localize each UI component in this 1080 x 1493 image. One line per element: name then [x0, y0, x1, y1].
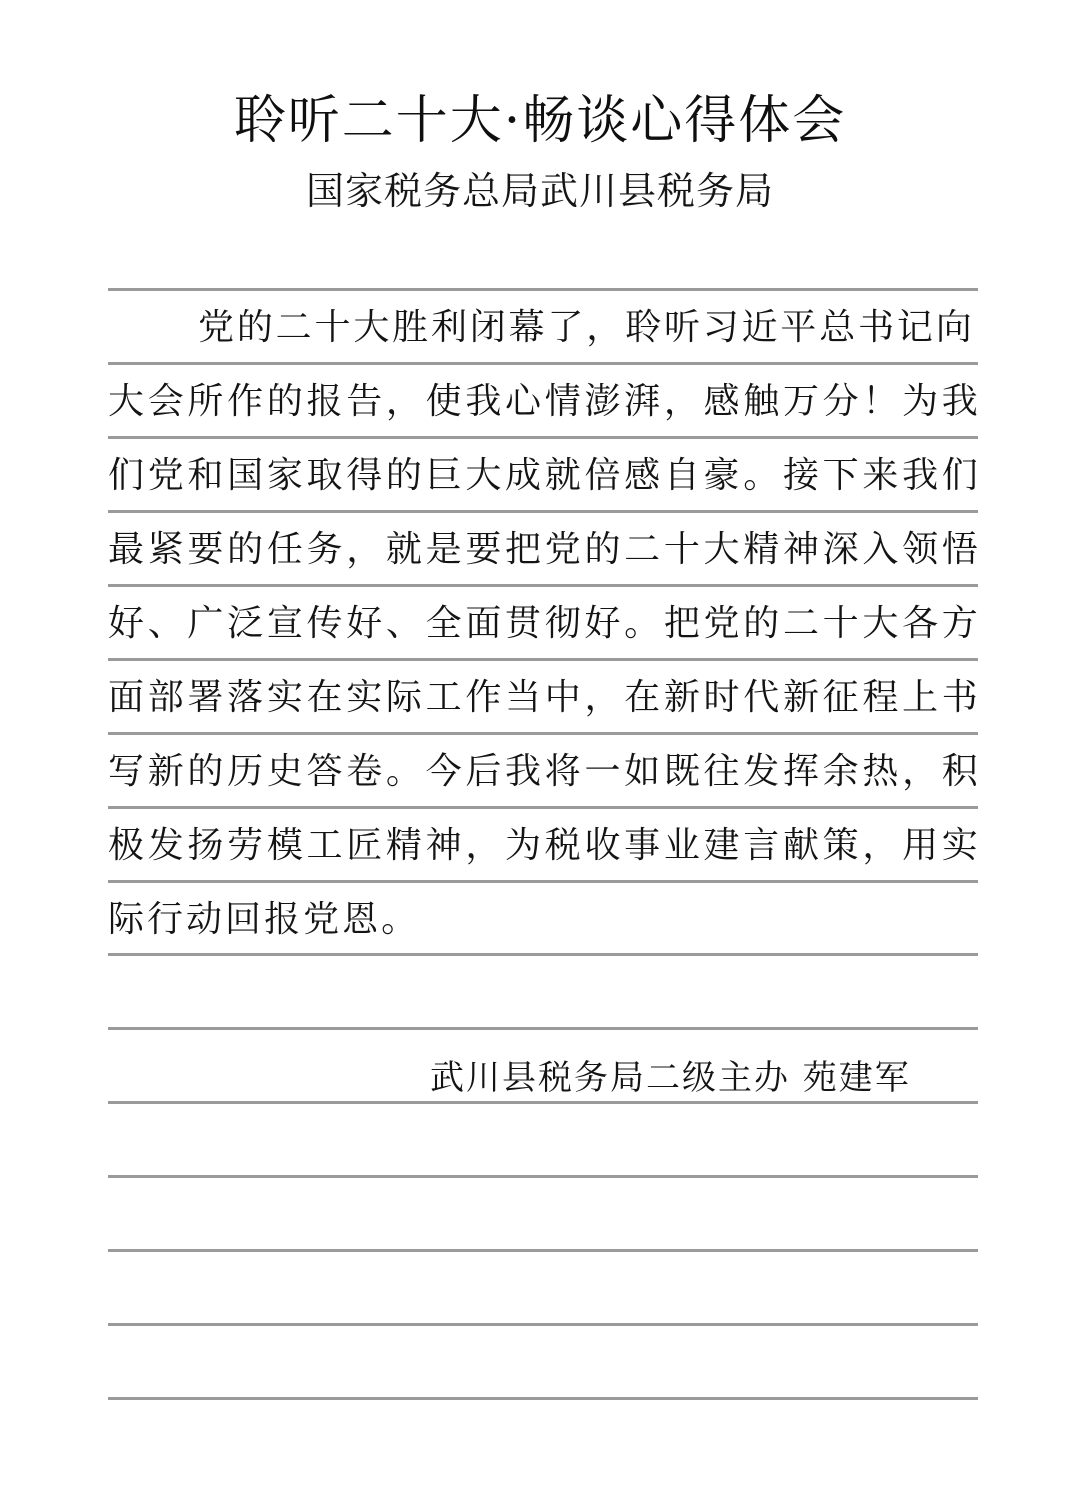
text-char: 感 — [703, 381, 740, 422]
text-char: 务 — [306, 529, 343, 570]
text-char: 聆 — [625, 307, 662, 348]
text-char: 大 — [862, 603, 899, 644]
ruled-line — [108, 510, 978, 513]
text-char: 情 — [544, 381, 581, 422]
text-char: 感 — [624, 455, 661, 496]
text-char: 史 — [266, 751, 303, 792]
text-char: ， — [385, 381, 422, 422]
text-char: 事 — [624, 825, 661, 866]
text-char: 国 — [227, 455, 264, 496]
text-char: 献 — [782, 825, 819, 866]
text-char: 积 — [941, 751, 978, 792]
text-char: 程 — [862, 677, 899, 718]
text-char: 大 — [353, 307, 390, 348]
text-char: 历 — [227, 751, 264, 792]
text-line — [198, 300, 972, 356]
text-char: ， — [862, 825, 899, 866]
text-char: 。 — [381, 899, 421, 940]
text-char: 实 — [266, 677, 303, 718]
text-line — [108, 892, 978, 948]
text-char: 要 — [465, 529, 502, 570]
text-char: 用 — [902, 825, 939, 866]
text-char: 紧 — [147, 529, 184, 570]
text-char: 党 — [544, 529, 581, 570]
text-char: 自 — [663, 455, 700, 496]
text-char: 模 — [266, 825, 303, 866]
text-char: 回 — [225, 899, 265, 940]
ruled-line — [108, 953, 978, 956]
text-char: 神 — [782, 529, 819, 570]
text-char: 我 — [941, 381, 978, 422]
text-char: 湃 — [624, 381, 661, 422]
text-char: 挥 — [782, 751, 819, 792]
text-char: 豪 — [703, 455, 740, 496]
text-char: 得 — [346, 455, 383, 496]
text-char: 动 — [186, 899, 226, 940]
text-char: ， — [346, 529, 383, 570]
text-char: 所 — [187, 381, 224, 422]
text-char: 习 — [702, 307, 739, 348]
text-char: 们 — [108, 455, 145, 496]
page-title: 聆听二十大·畅谈心得体会 — [233, 91, 847, 151]
text-char: 们 — [941, 455, 978, 496]
text-char: 书 — [858, 307, 895, 348]
text-char: 是 — [425, 529, 462, 570]
text-char: 二 — [782, 603, 819, 644]
text-line — [108, 374, 978, 430]
text-char: 面 — [465, 603, 502, 644]
text-line — [108, 448, 978, 504]
text-char: 泛 — [227, 603, 264, 644]
page-subtitle: 国家税务总局武川县税务局 — [305, 169, 774, 213]
text-char: 记 — [896, 307, 933, 348]
text-char: 心 — [505, 381, 542, 422]
text-char: 作 — [227, 381, 264, 422]
text-char: 税 — [544, 825, 581, 866]
text-char: 工 — [306, 825, 343, 866]
text-char: 的 — [187, 751, 224, 792]
text-char: 、 — [385, 603, 422, 644]
ruled-line — [108, 732, 978, 735]
text-char: 的 — [584, 529, 621, 570]
text-char: 闭 — [469, 307, 506, 348]
text-char: 扬 — [187, 825, 224, 866]
text-char: 最 — [108, 529, 145, 570]
text-char: 二 — [275, 307, 312, 348]
text-line — [108, 596, 978, 652]
text-char: 。 — [385, 751, 422, 792]
text-char: 工 — [425, 677, 462, 718]
text-char: 匠 — [346, 825, 383, 866]
text-char: 书 — [941, 677, 978, 718]
text-char: 将 — [544, 751, 581, 792]
text-char: 在 — [306, 677, 343, 718]
text-char: 全 — [425, 603, 462, 644]
text-char: 就 — [544, 455, 581, 496]
text-char: 总 — [819, 307, 856, 348]
text-char: 写 — [108, 751, 145, 792]
text-char: 建 — [703, 825, 740, 866]
text-char: 收 — [584, 825, 621, 866]
text-char: 中 — [544, 677, 581, 718]
text-char: 平 — [780, 307, 817, 348]
text-char: 作 — [465, 677, 502, 718]
text-char: 把 — [505, 529, 542, 570]
text-char: 如 — [624, 751, 661, 792]
text-char: 十 — [314, 307, 351, 348]
text-char: 巨 — [425, 455, 462, 496]
text-char: 面 — [108, 677, 145, 718]
text-char: 的 — [743, 603, 780, 644]
text-char: 大 — [465, 455, 502, 496]
text-char: 二 — [624, 529, 661, 570]
text-char: 发 — [743, 751, 780, 792]
text-char: 接 — [782, 455, 819, 496]
text-char: 会 — [147, 381, 184, 422]
text-char: 告 — [346, 381, 383, 422]
text-char: 要 — [187, 529, 224, 570]
text-char: 取 — [306, 455, 343, 496]
text-char: 利 — [430, 307, 467, 348]
ruled-line — [108, 1249, 978, 1252]
text-char: 传 — [306, 603, 343, 644]
text-char: 深 — [822, 529, 859, 570]
ruled-line — [108, 1027, 978, 1030]
text-char: 余 — [822, 751, 859, 792]
text-char: 好 — [346, 603, 383, 644]
text-char: 的 — [266, 381, 303, 422]
text-char: 就 — [385, 529, 422, 570]
ruled-line — [108, 1323, 978, 1326]
text-char: 好 — [584, 603, 621, 644]
text-char: 卷 — [346, 751, 383, 792]
text-char: 为 — [505, 825, 542, 866]
text-char: 策 — [822, 825, 859, 866]
text-char: 、 — [147, 603, 184, 644]
text-line — [108, 670, 978, 726]
text-char: 我 — [465, 381, 502, 422]
text-char: 新 — [147, 751, 184, 792]
text-char: 好 — [108, 603, 145, 644]
text-char: 和 — [187, 455, 224, 496]
text-char: 。 — [624, 603, 661, 644]
ruled-line — [108, 436, 978, 439]
text-char: 既 — [663, 751, 700, 792]
text-char: 悟 — [941, 529, 978, 570]
text-char: 胜 — [392, 307, 429, 348]
text-char: ！ — [862, 381, 899, 422]
text-char: 。 — [743, 455, 780, 496]
text-char: 我 — [902, 455, 939, 496]
text-char: 精 — [385, 825, 422, 866]
signature: 武川县税务局二级主办 苑建军 — [430, 1058, 911, 1098]
ruled-line — [108, 880, 978, 883]
text-char: 党 — [303, 899, 343, 940]
text-char: 使 — [425, 381, 462, 422]
text-char: 向 — [935, 307, 972, 348]
text-char: 新 — [782, 677, 819, 718]
text-char: 十 — [663, 529, 700, 570]
text-line — [108, 818, 978, 874]
text-char: 言 — [743, 825, 780, 866]
text-char: 征 — [822, 677, 859, 718]
text-char: 万 — [782, 381, 819, 422]
text-char: 把 — [663, 603, 700, 644]
text-char: 神 — [425, 825, 462, 866]
ruled-line — [108, 806, 978, 809]
text-char: 的 — [236, 307, 273, 348]
text-char: 入 — [862, 529, 899, 570]
text-char: 党 — [703, 603, 740, 644]
text-char: 家 — [266, 455, 303, 496]
text-char: 后 — [465, 751, 502, 792]
text-char: 分 — [822, 381, 859, 422]
text-char: 往 — [703, 751, 740, 792]
text-char: 当 — [505, 677, 542, 718]
text-char: 贯 — [505, 603, 542, 644]
text-char: 各 — [902, 603, 939, 644]
text-char: 我 — [505, 751, 542, 792]
text-char: 成 — [505, 455, 542, 496]
text-line — [108, 744, 978, 800]
text-char: 近 — [741, 307, 778, 348]
text-char: 际 — [108, 899, 148, 940]
text-char: 下 — [822, 455, 859, 496]
text-char: 劳 — [227, 825, 264, 866]
text-char: 业 — [663, 825, 700, 866]
text-char: ， — [584, 677, 621, 718]
text-char: ， — [663, 381, 700, 422]
text-char: 实 — [346, 677, 383, 718]
text-char: 时 — [703, 677, 740, 718]
text-char: 任 — [266, 529, 303, 570]
text-char: 来 — [862, 455, 899, 496]
text-char: 际 — [385, 677, 422, 718]
text-char: 落 — [227, 677, 264, 718]
text-char: 报 — [306, 381, 343, 422]
text-char: 十 — [822, 603, 859, 644]
text-char: 署 — [187, 677, 224, 718]
text-char: 了 — [547, 307, 584, 348]
text-char: 倍 — [584, 455, 621, 496]
text-char: 行 — [147, 899, 187, 940]
text-char: 彻 — [544, 603, 581, 644]
text-char: 新 — [663, 677, 700, 718]
text-char: 大 — [108, 381, 145, 422]
text-char: 代 — [743, 677, 780, 718]
text-char: 党 — [198, 307, 235, 348]
text-char: 方 — [941, 603, 978, 644]
text-char: 幕 — [508, 307, 545, 348]
text-char: 部 — [147, 677, 184, 718]
text-char: 为 — [902, 381, 939, 422]
text-char: 精 — [743, 529, 780, 570]
text-char: 极 — [108, 825, 145, 866]
text-char: 听 — [663, 307, 700, 348]
text-char: 报 — [264, 899, 304, 940]
text-char: 一 — [584, 751, 621, 792]
text-char: 广 — [187, 603, 224, 644]
text-char: 恩 — [342, 899, 382, 940]
text-char: 触 — [743, 381, 780, 422]
text-char: 答 — [306, 751, 343, 792]
ruled-line — [108, 362, 978, 365]
text-char: 实 — [941, 825, 978, 866]
text-char: 宣 — [266, 603, 303, 644]
text-char: ， — [902, 751, 939, 792]
text-char: 今 — [425, 751, 462, 792]
text-char: 领 — [902, 529, 939, 570]
text-line — [108, 522, 978, 578]
text-char: ， — [586, 307, 623, 348]
text-char: 的 — [227, 529, 264, 570]
ruled-line — [108, 288, 978, 291]
ruled-line — [108, 658, 978, 661]
text-char: 在 — [624, 677, 661, 718]
text-char: 大 — [703, 529, 740, 570]
text-char: 党 — [147, 455, 184, 496]
ruled-line — [108, 1175, 978, 1178]
text-char: 的 — [385, 455, 422, 496]
ruled-line — [108, 584, 978, 587]
text-char: 澎 — [584, 381, 621, 422]
ruled-line — [108, 1397, 978, 1400]
text-char: 上 — [902, 677, 939, 718]
text-char: 发 — [147, 825, 184, 866]
text-char: 热 — [862, 751, 899, 792]
text-char: ， — [465, 825, 502, 866]
